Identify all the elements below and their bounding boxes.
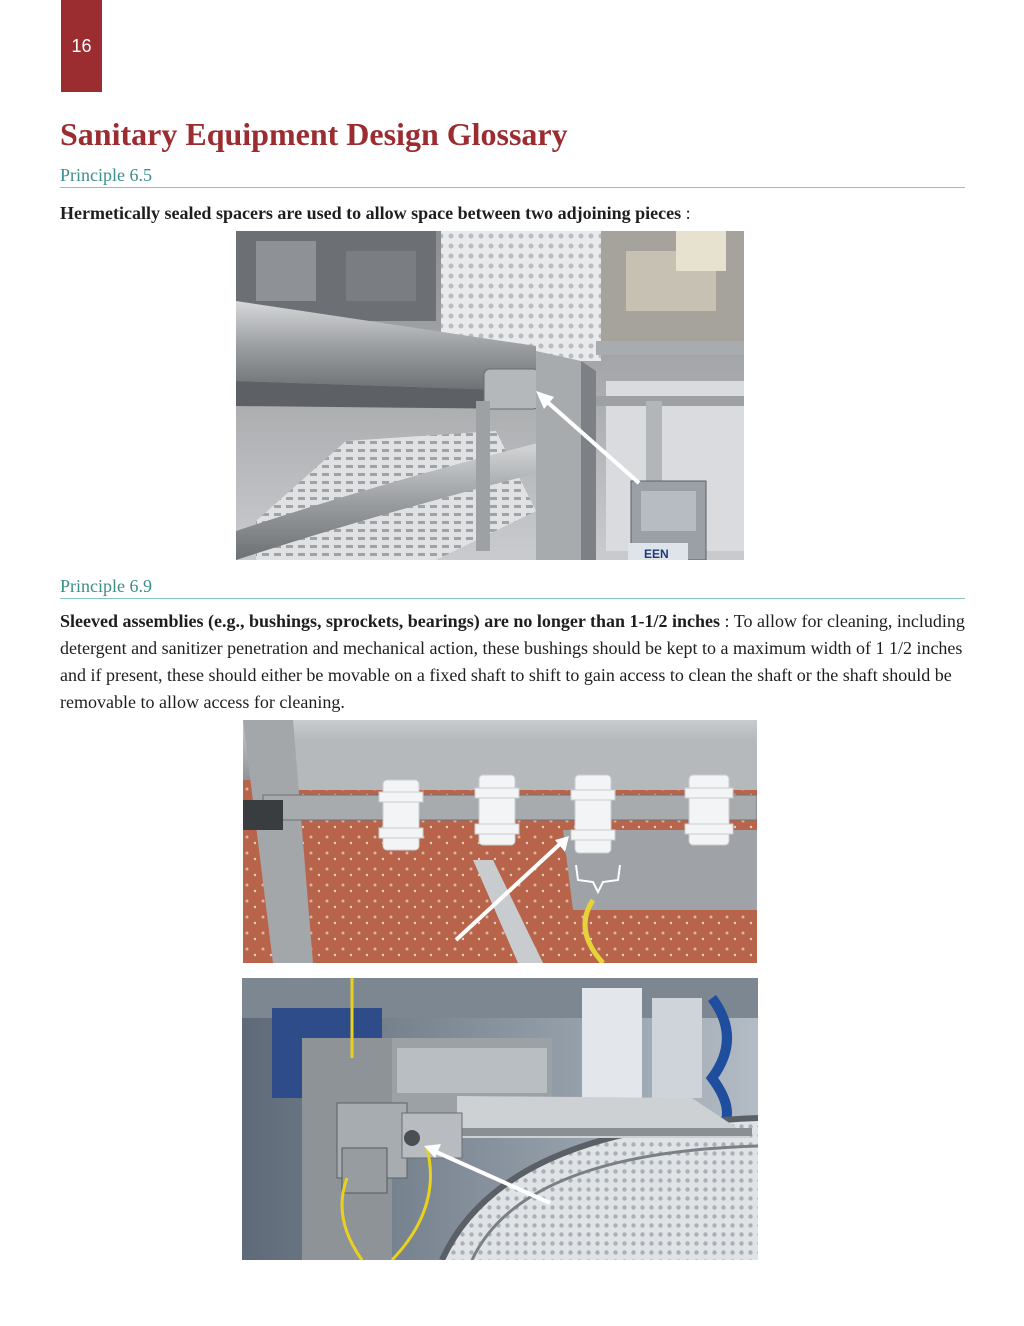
principle-6-5-text <box>60 200 965 227</box>
principle-6-5-rest: : <box>681 203 691 223</box>
principle-6-9-text <box>60 608 965 716</box>
photo-bearing-curved-conveyor <box>242 978 758 1260</box>
photo-spacer-conveyor <box>236 231 744 560</box>
principle-heading-6-5: Principle 6.5 <box>60 165 965 188</box>
photo-sprockets-shaft <box>243 720 757 963</box>
page-number: 16 <box>71 36 92 56</box>
principle-6-5-bold: Hermetically sealed spacers are used to allow space between two adjoining pieces <box>60 203 682 223</box>
principle-6-9-rest: : To allow for cleaning, including detergent and sanitizer penetration and mechanical action, these bushings should be kept to a maximum width of 1 1/2 inches and if present, these should either be movable on a fixed shaft to shift to gain access to clean the shaft or the shaft should be removable to allow access for cleaning. <box>60 611 965 712</box>
page-title: Sanitary Equipment Design Glossary <box>60 116 568 152</box>
gearbox-label: EEN <box>644 547 669 560</box>
principle-6-9-bold: Sleeved assemblies (e.g., bushings, sprockets, bearings) are no longer than 1-1/2 inches <box>60 611 721 631</box>
principle-heading-6-9: Principle 6.9 <box>60 576 965 599</box>
page-number-tab <box>61 0 102 92</box>
